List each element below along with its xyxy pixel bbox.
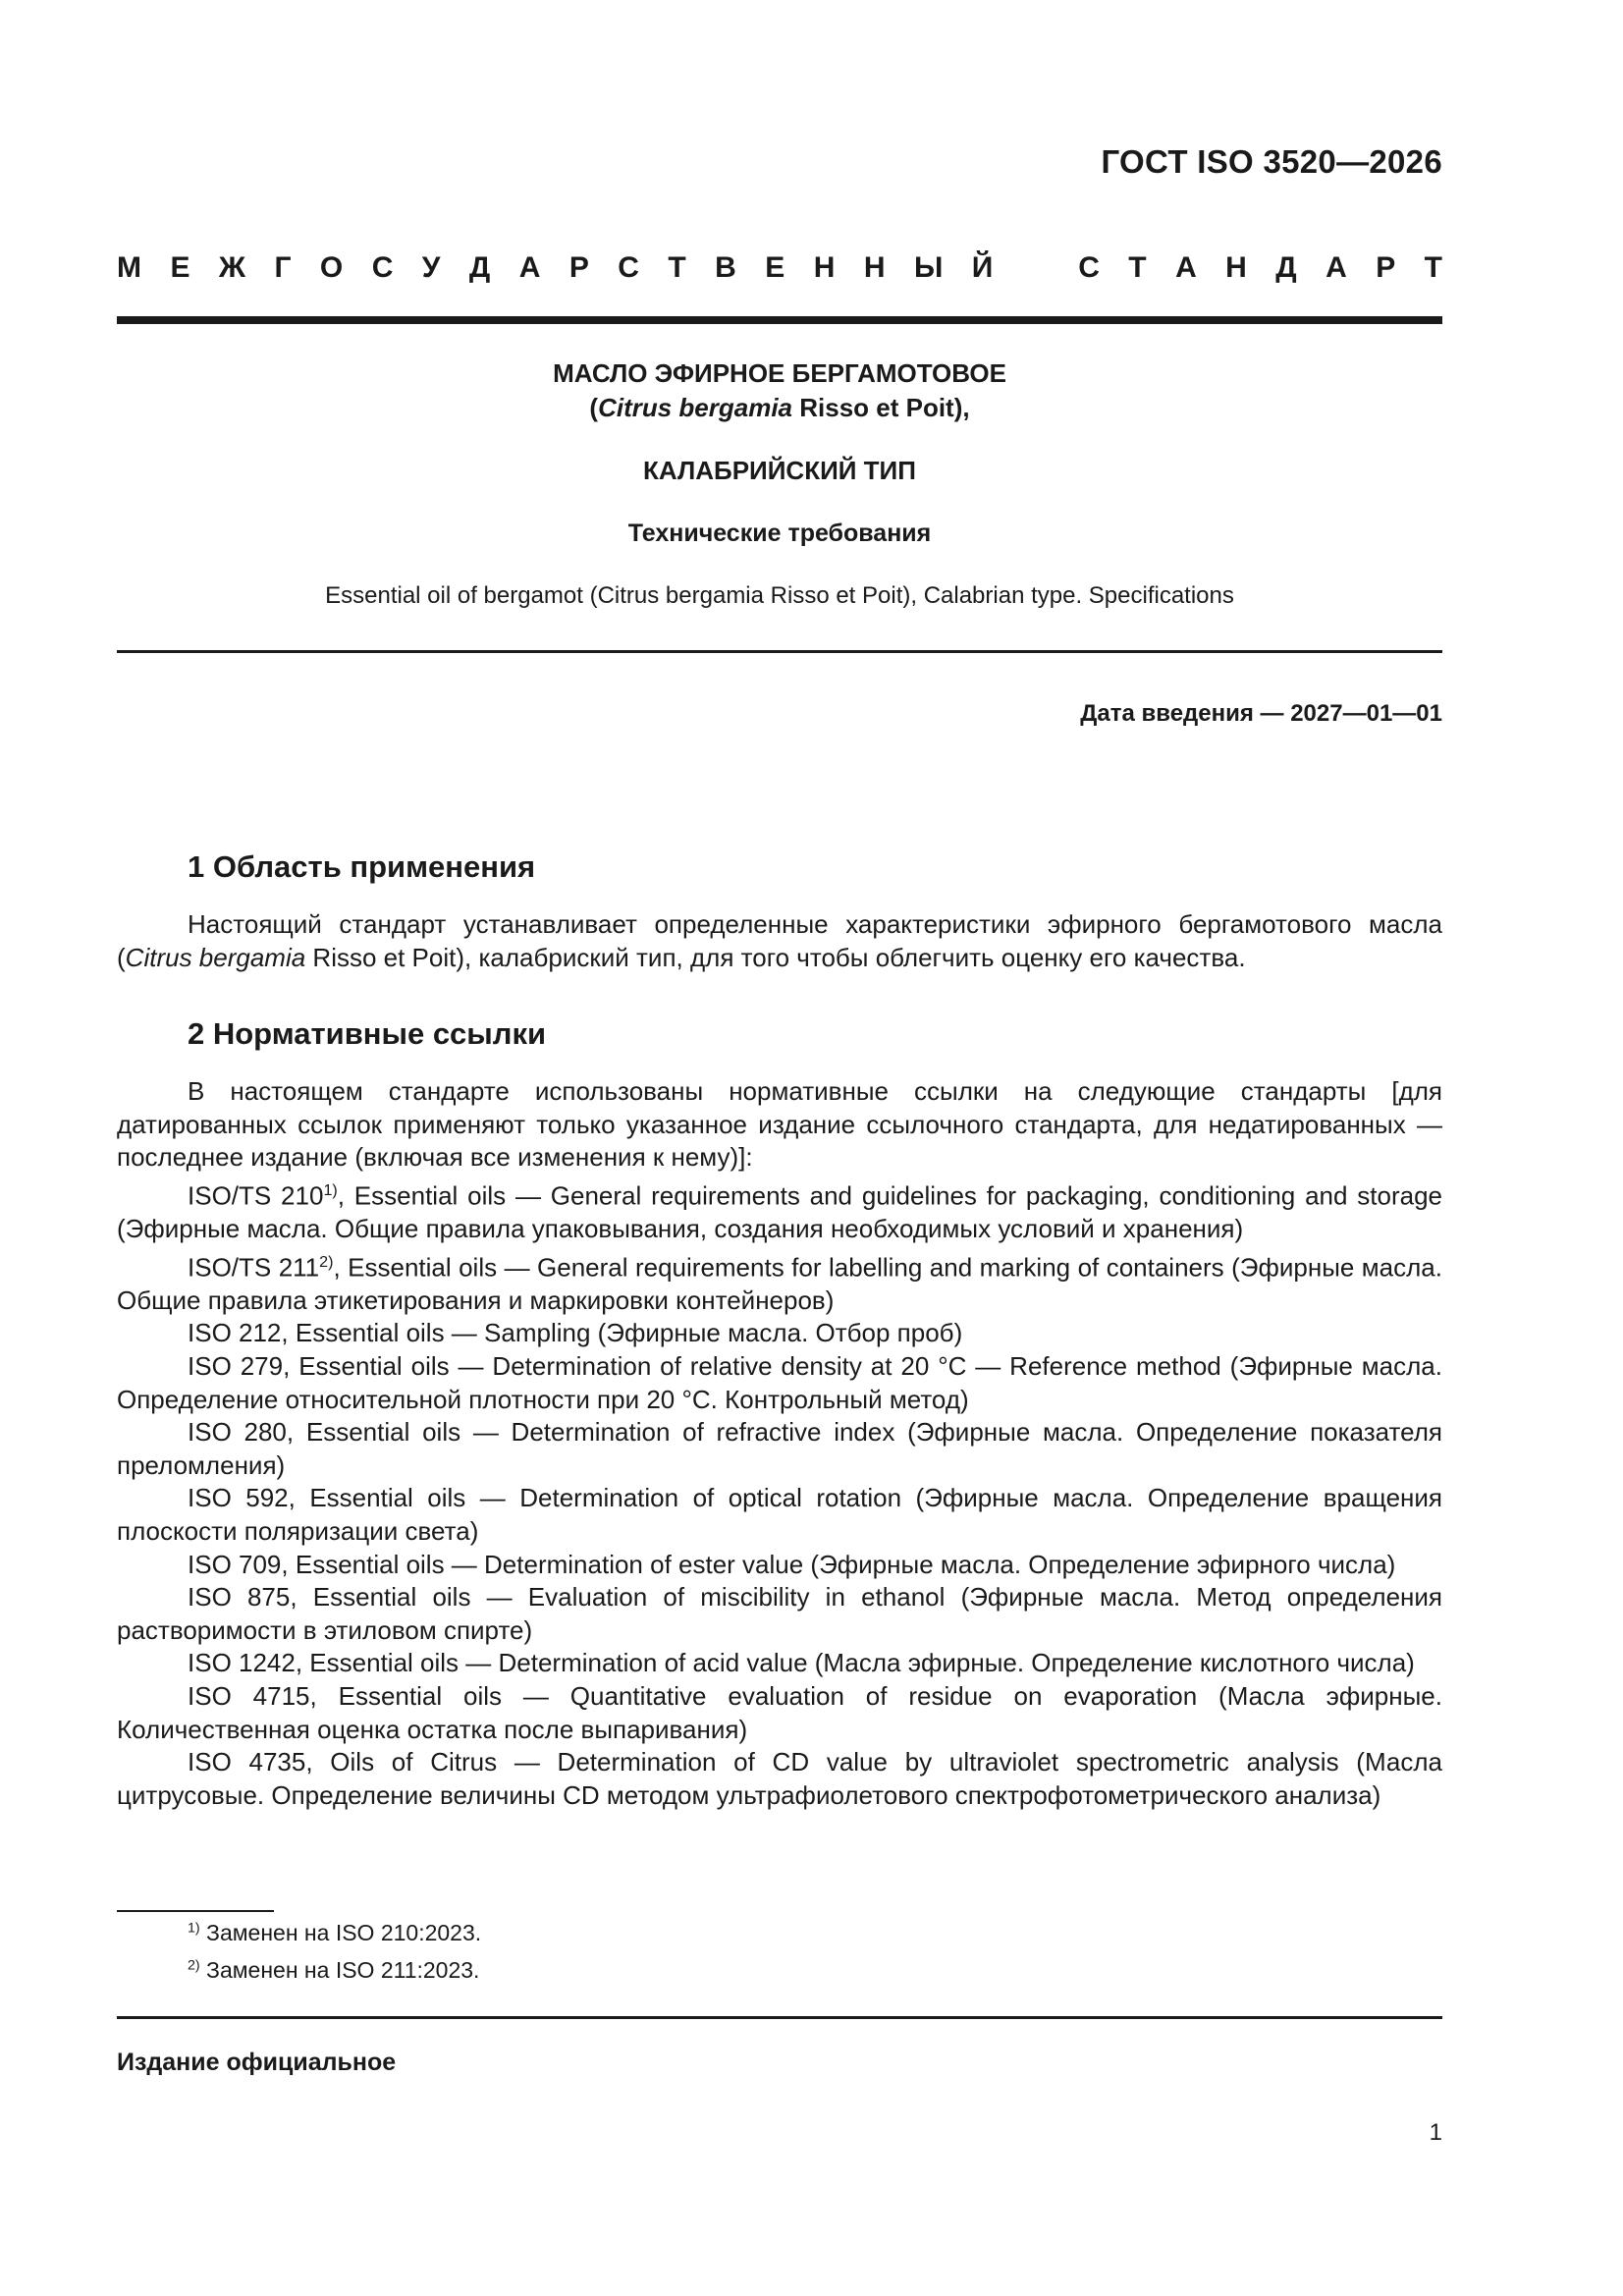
reference-item: ISO 280, Essential oils — Determination of refractive index (Эфирные масла. Определение показателя преломления): [117, 1417, 1442, 1480]
letter: Н: [1225, 251, 1247, 284]
official-edition-label: Издание официальное: [117, 2049, 397, 2076]
page-number: 1: [1429, 2119, 1442, 2146]
title-line-1: МАСЛО ЭФИРНОЕ БЕРГАМОТОВОЕ: [553, 358, 1006, 388]
letter: С: [371, 251, 394, 284]
letter: О: [319, 251, 344, 284]
letter: Т: [668, 251, 686, 284]
section-2-body: [117, 1075, 1442, 1812]
introduction-date: Дата введения — 2027—01—01: [1080, 700, 1442, 727]
reference-item: ISO 212, Essential oils — Sampling (Эфирные масла. Отбор проб): [188, 1318, 963, 1348]
letter: А: [1175, 251, 1197, 284]
reference-item: ISO/TS 211$^{2)}$, Essential oils — General requirements for labelling and marking of containers (Эфирные масла. Общие правила этикетирования и маркировки контейнеров): [117, 1252, 1442, 1315]
letter: Н: [863, 251, 886, 284]
letter: Д: [1275, 251, 1297, 284]
section-2-intro: В настоящем стандарте использованы нормативные ссылки на следующие стандарты [для датированных ссылок применяют только указанное издание ссылочного стандарта, для недатированных — последнее издание (включая все изменения к нему)]:: [117, 1076, 1442, 1173]
normative-references-list: [117, 1175, 1442, 1813]
section-1-paragraph: Настоящий стандарт устанавливает определенные характеристики эфирного бергамотового масла (Citrus bergamia Risso et Poit), калабриский тип, для того чтобы облегчить оценку его качества.: [117, 909, 1442, 972]
letter: В: [715, 251, 736, 284]
letter: У: [421, 251, 441, 284]
letter: Т: [1128, 251, 1147, 284]
title-rule: [117, 650, 1442, 653]
section-2-heading: 2 Нормативные ссылки: [188, 1016, 547, 1051]
document-subtitle: Технические требования: [627, 519, 932, 547]
letter: А: [1325, 251, 1347, 284]
reference-item: ISO 4735, Oils of Citrus — Determination of CD value by ultraviolet spectrometric analysis (Масла цитрусовые. Определение величины CD методом ультрафиолетового спектрофотометрического анализа): [117, 1747, 1442, 1810]
letter: С: [1078, 251, 1100, 284]
footnote-rule: [117, 1910, 274, 1912]
reference-item: ISO 709, Essential oils — Determination of ester value (Эфирные масла. Определение эфирного числа): [188, 1549, 1396, 1579]
letter: С: [618, 251, 639, 284]
header-rule: [117, 316, 1442, 324]
standard-kind-label: [117, 251, 1442, 285]
title-latin-name: Citrus bergamia: [598, 393, 793, 422]
letter: Й: [971, 251, 994, 284]
reference-item: ISO 4715, Essential oils — Quantitative evaluation of residue on evaporation (Масла эфирные. Количественная оценка остатка после выпаривания): [117, 1681, 1442, 1744]
reference-item: ISO 592, Essential oils — Determination of optical rotation (Эфирные масла. Определение вращения плоскости поляризации света): [117, 1483, 1442, 1547]
letter: Т: [1424, 251, 1442, 284]
footnote-2: $^{2)}$ Заменен на ISO 211:2023.: [188, 1957, 480, 1983]
letter: М: [117, 251, 141, 284]
footnote-1: $^{1)}$ Заменен на ISO 210:2023.: [188, 1920, 482, 1945]
reference-item: ISO 875, Essential oils — Evaluation of miscibility in ethanol (Эфирные масла. Метод определения растворимости в этиловом спирте): [117, 1582, 1442, 1645]
document-code: ГОСТ ISO 3520—2026: [1101, 143, 1442, 180]
letter: Д: [468, 251, 491, 284]
section-1-body: [117, 908, 1442, 974]
letter: Р: [1376, 251, 1396, 284]
letter: Е: [170, 251, 190, 284]
title-line-2: (Citrus bergamia Risso et Poit),: [589, 393, 970, 422]
letter: Н: [813, 251, 836, 284]
letter: Е: [765, 251, 785, 284]
english-title: Essential oil of bergamot (Citrus bergamia Risso et Poit), Calabrian type. Specifications: [325, 582, 1234, 609]
reference-item: ISO 1242, Essential oils — Determination of acid value (Масла эфирные. Определение кислотного числа): [188, 1648, 1415, 1678]
title-line-3: КАЛАБРИЙСКИЙ ТИП: [643, 456, 916, 485]
letter: Ы: [913, 251, 944, 284]
letter: Р: [568, 251, 589, 284]
footer-rule: [117, 2016, 1442, 2019]
letter: А: [518, 251, 541, 284]
letter: Ж: [218, 251, 246, 284]
reference-item: ISO/TS 210$^{1)}$, Essential oils — General requirements and guidelines for packaging, conditioning and storage (Эфирные масла. Общие правила упаковывания, создания необходимых условий и хранения): [117, 1180, 1442, 1244]
letter: Г: [274, 251, 292, 284]
section-1-heading: 1 Область применения: [188, 849, 536, 884]
reference-item: ISO 279, Essential oils — Determination of relative density at 20 °C — Reference method (Эфирные масла. Определение относительной плотности при 20 °C. Контрольный метод): [117, 1351, 1442, 1414]
